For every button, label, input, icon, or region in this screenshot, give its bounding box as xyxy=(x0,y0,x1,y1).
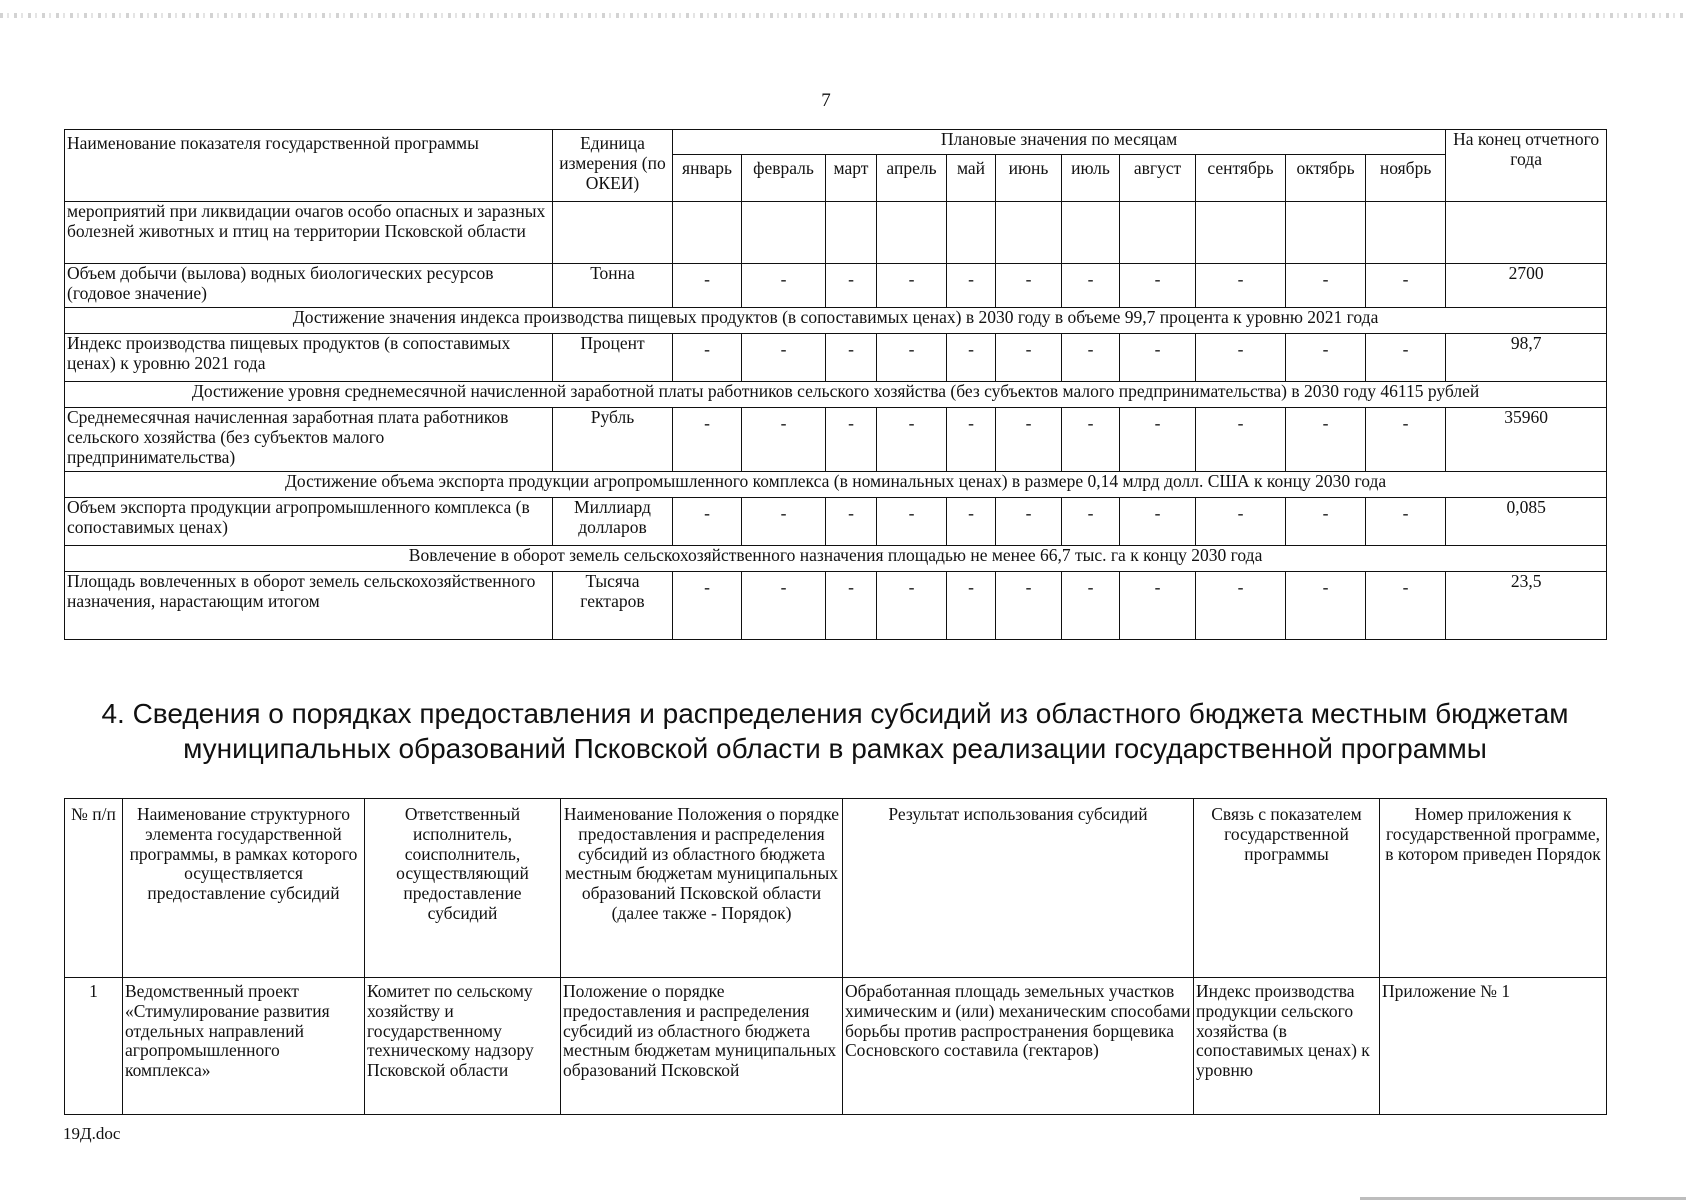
month-value: - xyxy=(1062,498,1120,546)
table-row xyxy=(65,202,1607,264)
month-value xyxy=(826,202,877,264)
month-value: - xyxy=(947,334,996,382)
subsidies-table xyxy=(64,798,1607,1115)
month-value xyxy=(1366,202,1446,264)
indicator-name: Объем экспорта продукции агропромышленного комплекса (в сопоставимых ценах) xyxy=(65,498,553,546)
goal-text: Достижение значения индекса производства пищевых продуктов (в сопоставимых ценах) в 2030 году в объеме 99,7 процента к уровню 2021 года xyxy=(65,308,1607,334)
header-month: сентябрь xyxy=(1196,155,1286,202)
month-value: - xyxy=(673,264,742,308)
month-value: - xyxy=(1062,264,1120,308)
header-number: № п/п xyxy=(65,799,123,978)
indicator-name: Индекс производства пищевых продуктов (в сопоставимых ценах) к уровню 2021 года xyxy=(65,334,553,382)
month-value xyxy=(877,202,947,264)
month-value: - xyxy=(1286,264,1366,308)
month-value xyxy=(1062,202,1120,264)
header-indicator-name: Наименование показателя государственной программы xyxy=(65,130,553,202)
month-value: - xyxy=(1286,408,1366,472)
month-value: - xyxy=(1196,264,1286,308)
month-value: - xyxy=(826,498,877,546)
month-value: - xyxy=(947,408,996,472)
table-row xyxy=(65,334,1607,382)
header-indicator-link: Связь с показателем государственной программы xyxy=(1194,799,1380,978)
month-value: - xyxy=(826,264,877,308)
month-value: - xyxy=(1286,334,1366,382)
row-regulation: Положение о порядке предоставления и распределения субсидий из областного бюджета местным бюджетам муниципальных образований Псковской xyxy=(561,978,843,1115)
table-header-row xyxy=(65,130,1607,155)
month-value xyxy=(1196,202,1286,264)
month-value xyxy=(1120,202,1196,264)
end-of-year-value xyxy=(1446,202,1607,264)
month-value: - xyxy=(996,408,1062,472)
header-month: июль xyxy=(1062,155,1120,202)
month-value: - xyxy=(1196,334,1286,382)
header-month: июнь xyxy=(996,155,1062,202)
month-value: - xyxy=(673,408,742,472)
month-value: - xyxy=(1366,408,1446,472)
header-month: февраль xyxy=(742,155,826,202)
end-of-year-value: 35960 xyxy=(1446,408,1607,472)
header-planned-values: Плановые значения по месяцам xyxy=(673,130,1446,155)
indicator-unit: Процент xyxy=(553,334,673,382)
month-value: - xyxy=(1196,498,1286,546)
month-value: - xyxy=(1062,334,1120,382)
end-of-year-value: 23,5 xyxy=(1446,572,1607,640)
header-month: май xyxy=(947,155,996,202)
header-month: март xyxy=(826,155,877,202)
month-value: - xyxy=(996,334,1062,382)
goal-row xyxy=(65,382,1607,408)
table-row xyxy=(65,978,1607,1115)
goal-text: Достижение объема экспорта продукции агропромышленного комплекса (в номинальных ценах) в размере 0,14 млрд долл. США к концу 2030 года xyxy=(65,472,1607,498)
month-value: - xyxy=(1196,572,1286,640)
month-value: - xyxy=(947,498,996,546)
month-value: - xyxy=(1062,572,1120,640)
month-value: - xyxy=(1286,572,1366,640)
end-of-year-value: 0,085 xyxy=(1446,498,1607,546)
month-value: - xyxy=(742,572,826,640)
month-value: - xyxy=(1366,334,1446,382)
row-result: Обработанная площадь земельных участков химическим и (или) механическим способами борьбы против распространения борщевика Сосновского составила (гектаров) xyxy=(843,978,1194,1115)
month-value: - xyxy=(742,334,826,382)
month-value: - xyxy=(1286,498,1366,546)
page-number: 7 xyxy=(821,90,831,111)
month-value: - xyxy=(877,334,947,382)
header-month: апрель xyxy=(877,155,947,202)
month-value: - xyxy=(1366,498,1446,546)
indicator-name: Площадь вовлеченных в оборот земель сельскохозяйственного назначения, нарастающим итогом xyxy=(65,572,553,640)
month-value: - xyxy=(1196,408,1286,472)
goal-text: Вовлечение в оборот земель сельскохозяйственного назначения площадью не менее 66,7 тыс. га к концу 2030 года xyxy=(65,546,1607,572)
month-value xyxy=(1286,202,1366,264)
goal-row xyxy=(65,546,1607,572)
indicator-unit: Тысяча гектаров xyxy=(553,572,673,640)
header-regulation: Наименование Положения о порядке предоставления и распределения субсидий из областного бюджета местным бюджетам муниципальных образований Псковской области (далее также - Порядок) xyxy=(561,799,843,978)
header-unit: Единица измерения (по ОКЕИ) xyxy=(553,130,673,202)
header-month: январь xyxy=(673,155,742,202)
indicators-table xyxy=(64,129,1607,640)
month-value: - xyxy=(1062,408,1120,472)
month-value: - xyxy=(673,334,742,382)
month-value: - xyxy=(877,408,947,472)
month-value: - xyxy=(996,264,1062,308)
goal-text: Достижение уровня среднемесячной начисленной заработной платы работников сельского хозяйства (без субъектов малого предпринимательства) в 2030 году 46115 рублей xyxy=(65,382,1607,408)
month-value: - xyxy=(1366,572,1446,640)
month-value: - xyxy=(1120,572,1196,640)
header-responsible: Ответственный исполнитель, соисполнитель, осуществляющий предоставление субсидий xyxy=(365,799,561,978)
month-value: - xyxy=(673,498,742,546)
table-row xyxy=(65,264,1607,308)
row-indicator-link: Индекс производства продукции сельского хозяйства (в сопоставимых ценах) к уровню xyxy=(1194,978,1380,1115)
month-value: - xyxy=(742,264,826,308)
row-structural-element: Ведомственный проект «Стимулирование развития отдельных направлений агропромышленного комплекса» xyxy=(123,978,365,1115)
end-of-year-value: 98,7 xyxy=(1446,334,1607,382)
header-month: август xyxy=(1120,155,1196,202)
month-value: - xyxy=(877,498,947,546)
month-value: - xyxy=(996,498,1062,546)
indicator-unit: Рубль xyxy=(553,408,673,472)
month-value: - xyxy=(826,572,877,640)
section-4-heading: 4. Сведения о порядках предоставления и распределения субсидий из областного бюджета местным бюджетам муниципальных образований Псковской области в рамках реализации государственной программы xyxy=(101,698,1569,765)
month-value: - xyxy=(877,264,947,308)
end-of-year-value: 2700 xyxy=(1446,264,1607,308)
table-row xyxy=(65,498,1607,546)
table-header-row xyxy=(65,799,1607,978)
month-value: - xyxy=(826,408,877,472)
scan-edge-top xyxy=(0,13,1686,18)
month-value: - xyxy=(947,572,996,640)
month-value: - xyxy=(877,572,947,640)
header-month: октябрь xyxy=(1286,155,1366,202)
month-value: - xyxy=(996,572,1062,640)
goal-row xyxy=(65,472,1607,498)
table-row xyxy=(65,408,1607,472)
header-month: ноябрь xyxy=(1366,155,1446,202)
goal-row xyxy=(65,308,1607,334)
month-value xyxy=(947,202,996,264)
indicator-name: Среднемесячная начисленная заработная плата работников сельского хозяйства (без субъектов малого предпринимательства) xyxy=(65,408,553,472)
row-number: 1 xyxy=(65,978,123,1115)
month-value: - xyxy=(1120,408,1196,472)
month-value: - xyxy=(742,498,826,546)
indicator-unit: Миллиард долларов xyxy=(553,498,673,546)
file-name-footer: 19Д.doc xyxy=(63,1124,121,1143)
month-value: - xyxy=(1120,334,1196,382)
month-value: - xyxy=(826,334,877,382)
table-row xyxy=(65,572,1607,640)
month-value: - xyxy=(1120,498,1196,546)
indicator-name: мероприятий при ликвидации очагов особо опасных и заразных болезней животных и птиц на территории Псковской области xyxy=(65,202,553,264)
header-end-of-year: На конец отчетного года xyxy=(1446,130,1607,202)
header-result: Результат использования субсидий xyxy=(843,799,1194,978)
month-value xyxy=(673,202,742,264)
indicator-name: Объем добычи (вылова) водных биологических ресурсов (годовое значение) xyxy=(65,264,553,308)
header-structural-element: Наименование структурного элемента государственной программы, в рамках которого осуществляется предоставление субсидий xyxy=(123,799,365,978)
row-appendix-number: Приложение № 1 xyxy=(1380,978,1607,1115)
month-value: - xyxy=(742,408,826,472)
header-appendix-number: Номер приложения к государственной программе, в котором приведен Порядок xyxy=(1380,799,1607,978)
month-value xyxy=(742,202,826,264)
month-value: - xyxy=(947,264,996,308)
month-value: - xyxy=(1366,264,1446,308)
month-value: - xyxy=(673,572,742,640)
indicator-unit: Тонна xyxy=(553,264,673,308)
month-value xyxy=(996,202,1062,264)
indicator-unit xyxy=(553,202,673,264)
month-value: - xyxy=(1120,264,1196,308)
row-responsible: Комитет по сельскому хозяйству и государственному техническому надзору Псковской области xyxy=(365,978,561,1115)
